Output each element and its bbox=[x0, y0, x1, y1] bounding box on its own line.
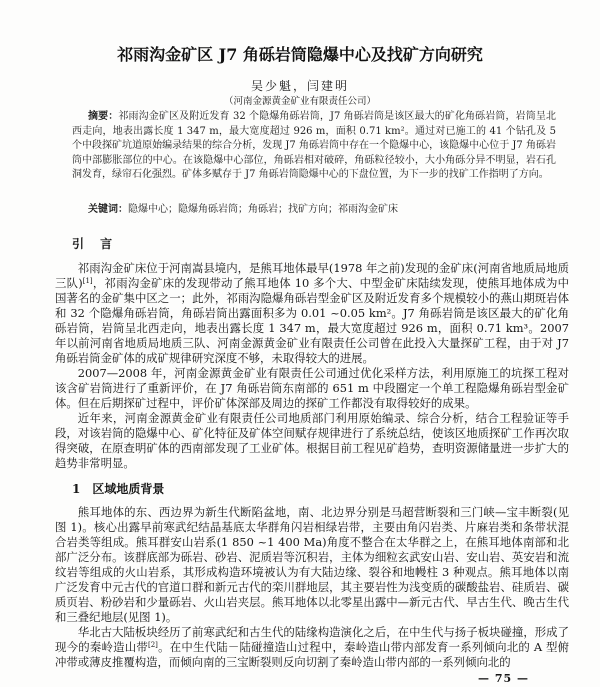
keywords bbox=[72, 203, 556, 218]
paragraph-text: ，祁雨沟金矿床的发现带动了熊耳地体 10 多个大、中型金矿床陆续发现，使熊耳地体成为中国著名的金矿集中区之一；此外，祁雨沟隐爆角砾岩型金矿区及附近发育多个规模较小的燕山期斑岩体和 32 个隐爆角砾岩筒，角砾岩筒出露面积多为 0.01 ~0.05 km²。J7 角砾岩筒是该区最大的矿化角砾岩筒，岩筒呈北西走向，地表出露长度 1 347 m，最大宽度超过 926 m，面积 0.71 km³。2007 年以前河南省地质局地质三队、河南金源黄金矿业有限责任公司曾在此投入大量探矿工程，由于对 J7 角砾岩筒金矿体的成矿规律研究深度不够，未取得较大的进展。 bbox=[55, 276, 569, 365]
section-title: 区域地质背景 bbox=[92, 482, 165, 496]
keywords-text: 隐爆中心；隐爆角砾岩筒；角砾岩；找矿方向；祁雨沟金矿床 bbox=[128, 204, 398, 215]
keywords-label: 关键词： bbox=[88, 204, 128, 215]
section-heading-regional-geology bbox=[55, 481, 569, 497]
paragraph-text: 。在中生代陆－陆碰撞造山过程中，秦岭造山带内部发育一系列倾向北的 A 型俯冲带或薄皮推覆构造，而倾向南的三宝断裂则反向切割了秦岭造山带内部的一系列倾向北的 bbox=[55, 640, 569, 669]
citation-marker: [2] bbox=[147, 641, 158, 649]
paper-title: 祁雨沟金矿区 J7 角砾岩筒隐爆中心及找矿方向研究 bbox=[117, 45, 483, 64]
introduction-paragraph-3: 近年来，河南金源黄金矿业有限责任公司地质部门利用原始编录、综合分析，结合工程验证等手段，对该岩筒的隐爆中心、矿化特征及矿体空间赋存规律进行了系统总结，使该区地质探矿工作再次取得突破，在原查明矿体的西南部发现了工业矿体。根据目前工程见矿趋势，查明资源储量进一步扩大的趋势非常明显。 bbox=[55, 411, 569, 470]
introduction-paragraph-1 bbox=[55, 261, 569, 366]
paragraph-text: 祁雨沟金矿床位于河南嵩县境内，是熊耳地体最早(1978 年之前)发现的金矿床(河南省地质局地质三队) bbox=[55, 261, 569, 290]
regional-geology-paragraph-2 bbox=[55, 625, 569, 670]
abstract bbox=[72, 110, 556, 183]
body-column bbox=[55, 236, 569, 670]
author-line: 吴少魁，闫建明 bbox=[250, 79, 349, 93]
abstract-label: 摘要： bbox=[88, 111, 119, 122]
introduction-paragraph-2: 2007—2008 年，河南金源黄金矿业有限责任公司通过优化采样方法，利用原施工的坑探工程对该含矿岩筒进行了重新评价，在 J7 角砾岩筒东南部的 651 m 中段圈定一个单工程隐爆角砾岩型金矿体。但在后期探矿过程中，评价矿体深部及周边的探矿工作都没有取得较好的成果。 bbox=[55, 366, 569, 410]
page-number: — 75 — bbox=[478, 672, 529, 685]
citation-marker: [1] bbox=[82, 277, 93, 285]
paragraph-text: 华北古大陆板块经历了前寒武纪和古生代的陆缘构造演化之后，在中生代与扬子板块碰撞，形成了现今的秦岭造山带 bbox=[55, 625, 569, 654]
affiliation-line: （河南金源黄金矿业有限责任公司） bbox=[223, 96, 376, 107]
section-number: 1 bbox=[72, 482, 81, 496]
section-heading-introduction: 引 言 bbox=[72, 237, 113, 251]
abstract-text: 祁雨沟金矿区及附近发育 32 个隐爆角砾岩筒，J7 角砾岩筒是该区最大的矿化角砾岩筒，岩筒呈北西走向，地表出露长度 1 347 m，最大宽度超过 926 m，面积 0.71 km²。通过对已施工的 41 个钻孔及 5 个中段探矿坑道原始编录结果的综合分析，发现 J7 角砾岩筒中存在一个隐爆中心，该隐爆中心位于 J7 角砾岩筒中部膨胀部位的中心。在该隐爆中心部位，角砾岩相对破碎，角砾粒径较小，大小角砾分异不明显，岩石孔洞发育，绿帘石化强烈。矿体多赋存于 J7 角砾岩筒隐爆中心的下盘位置，为下一步的找矿工作指明了方向。 bbox=[72, 111, 556, 180]
regional-geology-paragraph-1: 熊耳地体的东、西边界为新生代断陷盆地，南、北边界分别是马超营断裂和三门峡—宝丰断裂(见图 1)。核心出露早前寒武纪结晶基底太华群角闪岩相绿岩带，主要由角闪岩类、片麻岩类和条带状混合岩类等组成。熊耳群安山岩系(1 850 ~1 400 Ma)角度不整合在太华群之上，在熊耳地体南部和北部广泛分布。该群底部为砾岩、砂岩、泥质岩等沉积岩，主体为细粒玄武安山岩、安山岩、英安岩和流纹岩等组成的火山岩系，其形成构造环境被认为有大陆边缘、裂谷和地幔柱 3 种观点。熊耳地体以南广泛发育中元古代的官道口群和新元古代的栾川群地层，其主要岩性为浅变质的碳酸盐岩、硅质岩、碳质页岩、粉砂岩和少量砾岩、火山岩夹层。熊耳地体以北零星出露中—新元古代、早古生代、晚古生代和三叠纪地层(见图 1)。 bbox=[55, 505, 569, 624]
